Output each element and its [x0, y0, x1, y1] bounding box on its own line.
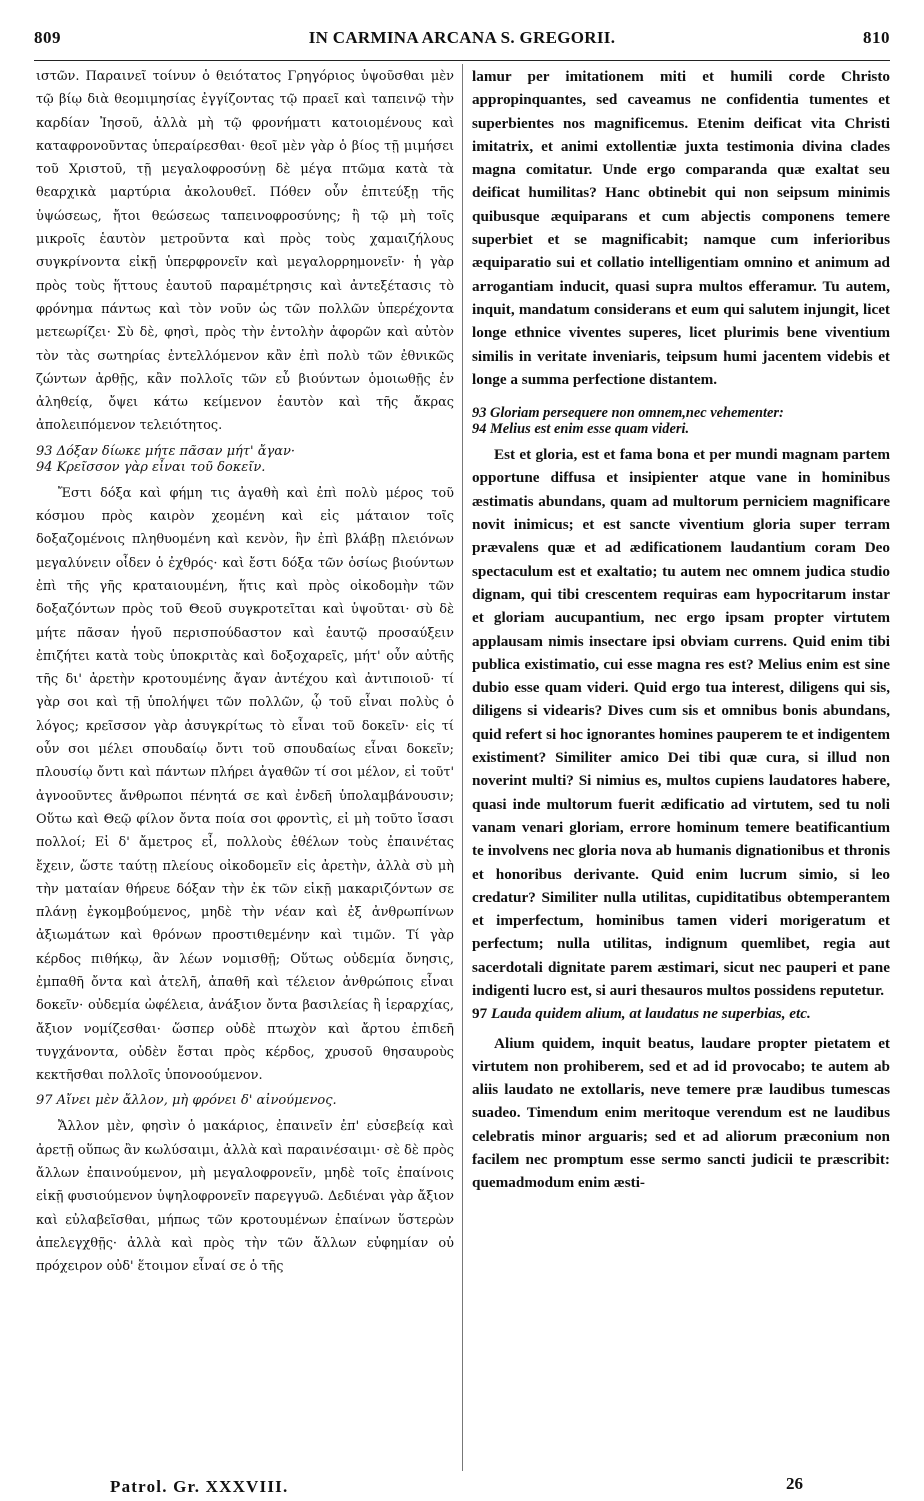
greek-paragraph-2: Ἔστι δόξα καὶ φήμη τις ἀγαθὴ καὶ ἐπὶ πολὺ μέρος τοῦ κόσμου πρὸς καιρὸν χεομένη καὶ εἰς μάταιον τοῖς δοξαζομένοις πληθυομένη καὶ κενὸν, ἣν ἐπὶ βλάβῃ πλειόνων μεγαλύνειν οἶδεν ὁ ἐχθρός· καὶ ἔστι δόξα τῶν ὁσίως βιούντων ἐπὶ τῆς γῆς κραταιουμένη, ἥτις καὶ πρὸς οἰκοδομὴν τῶν δοξαζόντων πρὸς τοῦ Θεοῦ συγκροτεῖται καὶ ὑψοῦται· σὺ δὲ μήτε πᾶσαν ἡγοῦ περισπούδαστον καὶ ἑαυτῷ προσαύξειν ἐπιζήτει κατὰ τοὺς ὑποκριτὰς καὶ δοξοχαρεῖς, μήτ' οὖν αὐτῆς τῆς δι' ἀρετὴν κροτουμένης ἄγαν ἀντέχου καὶ ἀντιποιοῦ· τί γὰρ σοι καὶ τῇ ὑπολήψει τῶν πολλῶν, ᾧ τοῦ εἶναι πολὺς ὁ λόγος; κρεῖσσον γὰρ ἀσυγκρίτως τὸ εἶναι τοῦ δοκεῖν· εἰς τί οὖν σοι μέλει σπουδαίῳ ὄντι τοῦ σπουδαίως εἶναι δοκεῖν; πλουσίῳ ὄντι καὶ πάντων πλήρει ἀγαθῶν τί σοι μέλον, εἰ τοῦτ' ἀγνοοῦντες ἄνθρωποι πένητά σε καὶ ἐνδεῆ ὑπολαμβάνουσιν; Οὕτω καὶ Θεῷ φίλον ὄντα ποία σοι φροντὶς, εἰ μὴ τοῦτο ἴσασι πολλοί; Εἰ δ' ἄμετρος εἶ, πολλοὺς ἐθέλων τοὺς ἐπαινέτας ἔχειν, ὥστε ταύτῃ πλείους οἰκοδομεῖν εἰς ἀρετὴν, ἀλλὰ σὺ μὴ τὴν ματαίαν θήρευε δόξαν τὴν ἐκ τῶν εἰκῇ μακαριζόντων σε πλάνῃ ἐγκομβούμενος, μηδὲ τὴν νέαν καὶ ἐξ ἀνθρωπίνων ἀξιωμάτων καὶ θρόνων προστιθεμένην καὶ τιμῶν. Τί γὰρ κέρδος πιθήκῳ, ἂν λέων νομισθῇ; Οὕτως οὐδεμία ὄνησις, ἐμπαθῆ ὄντα καὶ ἀτελῆ, ἀπαθῆ καὶ τέλειον ἀνθρώποις εἶναι δοκεῖν· οὐδεμία ὠφέλεια, ἀνάξιον ὄντα βασιλείας ἢ ἱεραρχίας, ἄξιον νομίζεσθαι· ὥσπερ οὐδὲ πτωχὸν καὶ ἄρτου ἐπιδεῆ τυγχάνοντα, οὐδὲν ἔσται πρὸς κέρδος, χρυσοῦ θησαυροὺς κεκτῆσθαι πολλοῖς ὑπονοούμενον. [36, 485, 454, 1084]
footer-signature: 26 [786, 1474, 803, 1493]
header-rule [34, 60, 890, 61]
running-title: IN CARMINA ARCANA S. GREGORII. [308, 28, 616, 47]
latin-paragraph-1: lamur per imitationem miti et humili corde Christo appropinquantes, sed caveamus ne confidentia tumentes et superbientes nos magnificemus. Etenim deificat vita Christi imitatrix, et animi extollentiæ juxta testimonia divina clades magna comitatur. Unde ergo comparanda quæ exaltat seu deificat humilitas? Hanc obtinebit qui non seipsum minimis quibusque æquiparans et cum abjectis componens temere superbiet et se magnificabit; namque cum inferioribus æquiparatio sui et collatio intelligentiam omnino et animum ad arrogantiam inducit, quasi supra multos efferamur. Tu autem, inquit, mandatum considerans et eum qui salutem injungit, licet longe ethnice viventes superes, licet plurimis bene viventium similis in veritate inveniaris, teipsum humi jacentem videbis et longe a summa perfectione distantem. [472, 68, 890, 388]
column-divider [462, 64, 463, 1471]
latin-verse-97 [472, 1002, 890, 1025]
page-number-right: 810 [862, 28, 890, 47]
footer-source: Patrol. Gr. XXXVIII. [110, 1477, 289, 1496]
latin-verse-93: 93 Gloriam persequere non omnem,nec vehementer: [472, 405, 784, 422]
page-header [34, 28, 890, 58]
latin-column [472, 65, 890, 1475]
latin-paragraph-3: Alium quidem, inquit beatus, laudare propter pietatem et virtutem non prohiberem, sed et ad id provocabo; te autem ab aliis laudato ne extollaris, neve temere præ laudibus tumescas suadeo. Timendum enim meritoque verendum est ne laudibus celebratis minor arguaris; sed et ad aliorum præconium non facilem nec promptum esse sermo sancti judicii te præscribit: quemadmodum enim æsti- [472, 1034, 890, 1192]
latin-verse-97-text: Lauda quidem alium, at laudatus ne superbias, etc. [490, 1005, 811, 1023]
greek-verse-94: 94 Κρεῖσσον γὰρ εἶναι τοῦ δοκεῖν. [36, 459, 266, 475]
greek-verse-97: 97 Αἴνει μὲν ἄλλον, μὴ φρόνει δ' αἰνούμενος. [36, 1093, 337, 1109]
latin-verse-97-number: 97 [472, 1005, 488, 1023]
greek-paragraph-3: Ἄλλον μὲν, φησὶν ὁ μακάριος, ἐπαινεῖν ἐπ' εὐσεβείᾳ καὶ ἀρετῇ οὕπως ἂν κωλύσαιμι, ἀλλὰ καὶ παραινέσαιμι· σὲ δὲ πρὸς ἄλλων ἐπαινούμενον, μὴ μεγαλοφρονεῖν, μηδὲ τοῖς ἐπαίνοις εἰκῇ φυσιούμενον ὑψηλοφρονεῖν παρεγγυῶ. Δεδιέναι γὰρ ἄξιον καὶ εὐλαβεῖσθαι, μήπως τῶν κροτουμένων ἐπαίνων ὕστερὼν ἀπελεγχθῇς· ἀλλὰ καὶ πρὸς τὴν τῶν ἄλλων εὐφημίαν οὐ πρόχειρον οὐδ' ἕτοιμον εἶναί σε ὁ τῆς [36, 1119, 454, 1275]
greek-paragraph-1: ιστῶν. Παραινεῖ τοίνυν ὁ θειότατος Γρηγόριος ὑψοῦσθαι μὲν τῷ βίῳ διὰ θεομιμησίας ἐγγίζοντας τῷ πραεῖ καὶ ταπεινῷ τὴν καρδίαν Ἰησοῦ, ἀλλὰ μὴ τῷ φρονήματι κατοιομένους καὶ καταφρονοῦντας ὑπεραίρεσθαι· θεοῖ μὲν γὰρ ὁ βίος τῇ μιμήσει τοῦ Χριστοῦ, τῇ μεγαλοφροσύνῃ δὲ μέγα πτῶμα κατὰ τὰ θεαρχικὰ μαρτύρια ἀκολουθεῖ. Πόθεν οὖν ἐπιτεύξῃ τῆς ὑψώσεως, ἤτοι θεώσεως ταπεινοφροσύνης; ἢ τῷ μὴ τοῖς μικροῖς ἑαυτὸν μετροῦντα καὶ πρὸς τοὺς χαμαιζήλους συγκρίνοντα εἰκῇ ὑπερφρονεῖν καὶ μεγαλορρημονεῖν· ἡ γὰρ πρὸς τοὺς ἥττους ἑαυτοῦ παραμέτρησις καὶ ἀντεξέτασις τὸ φρόνημα πάντως καὶ τὸν νοῦν ὡς τῶν πολλῶν ὑπερέχοντα μετεωρίζει· Σὺ δὲ, φησὶ, πρὸς τὴν ἐντολὴν ἀφορῶν καὶ αὐτὸν τὸν τὰς σωτηρίας ἐντελλόμενον κἂν ἐπὶ πολὺ τῶν ἐθνικῶς ζώντων ἀρθῇς, κἂν πολλοῖς τῶν εὖ βιούντων ὁμοιωθῇς ἐν ἀληθείᾳ, ὄψει κάτω κείμενον ἑαυτὸν καὶ τῆς ἄκρας ἀπολειπόμενον τελειότητος. [36, 69, 454, 434]
page-number-left: 809 [34, 28, 61, 47]
latin-paragraph-2: Est et gloria, est et fama bona et per mundi magnam partem opportune diffusa et insipienter atque vane in hominibus æstimatis abundans, quam ad multorum perniciem magnificare novit inimicus; et est sancte viventium gloria super terram prævalens quæ et ad ædificationem laudantium coram Deo spectaculum est et exaltatio; tu autem nec omnem judica studio dignam, qui tibi crescentem requiras eam hypocritarum instar et gloriam aucupantium, nec ergo ipsam propter virtutem applausam nimis insectare ipsi obviam currens. Quid enim tibi publica existimatio, cui esse magna res est? Melius enim est sine dubio esse quam videri. Quid ergo tua interest, diligens qui sis, diligens si videaris? Dives cum sis et omnibus bonis abundans, quid refert si hoc ignorantes homines pauperem te et indigentem existiment? Similiter amico Dei tibi quæ cura, si illud non noverint multi? Si nimius es, multos cupiens laudatores habere, quasi inde multorum fuerit ædificatio ad virtutem, sed tu noli vanam venari gloriam, errore hominum temere beatificantium te involvens nec gloria nova ab humanis dignationibus et thronis et honoribus derivante. Quid enim lucrum simio, si leo credatur? Similiter nulla utilitas, cupiditatibus obtemperantem et imperfectum, hominibus tamen videri morigeratum et perfectum; nulla utilitas, indignum quemlibet, regia aut sacerdotali dignitate parem æstimari, sicut nec pauperi et pane indigenti lucro est, si auri thesauros multos possidens reputetur. [472, 446, 890, 999]
greek-column [36, 65, 454, 1477]
greek-verse-93: 93 Δόξαν δίωκε μήτε πᾶσαν μήτ' ἄγαν· [36, 443, 296, 459]
latin-verse-94: 94 Melius est enim esse quam videri. [472, 421, 690, 438]
